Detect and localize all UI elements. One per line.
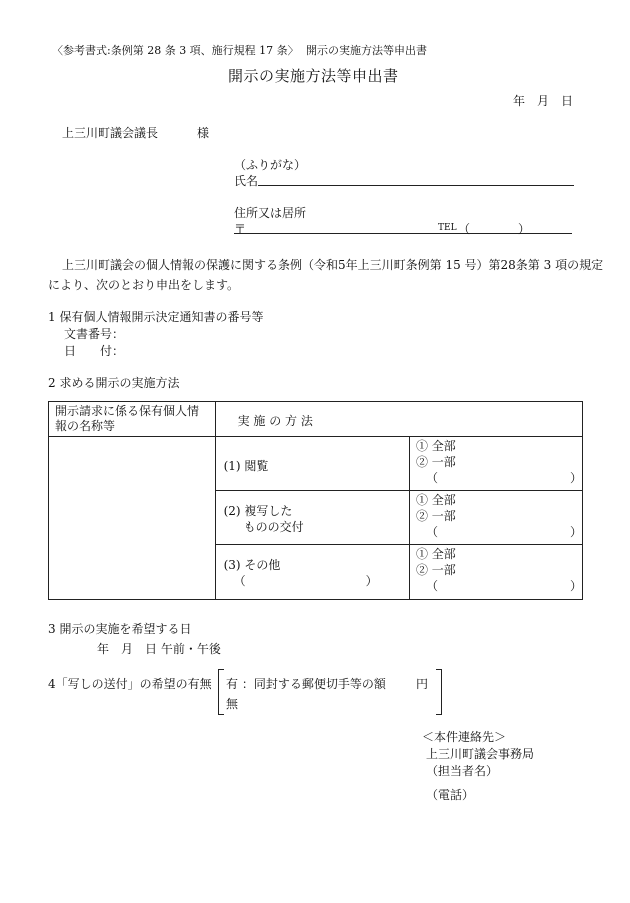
method-row-1-options[interactable] <box>409 437 582 491</box>
method-row-2-options[interactable] <box>409 491 582 545</box>
postal-mark: 〒 <box>234 222 247 236</box>
right-bracket <box>436 669 442 715</box>
table-header-right-label: 実 施 の 方 法 <box>237 414 313 428</box>
method-2-paren: （ ） <box>425 525 582 539</box>
method-row-3-label <box>215 545 409 600</box>
method-2-label-1: (2) 複写した <box>223 504 293 518</box>
contact-person: （担当者名） <box>426 764 499 778</box>
method-1-option-part[interactable]: ② 一部 <box>415 455 456 469</box>
section3-heading: 3 開示の実施を希望する日 <box>48 622 192 636</box>
method-3-option-part[interactable]: ② 一部 <box>415 563 456 577</box>
tel-parens: （ ） <box>458 222 531 236</box>
method-3-paren: （ ） <box>425 579 582 593</box>
page-title: 開示の実施方法等申出書 <box>228 67 399 85</box>
contact-label: ＜本件連絡先＞ <box>422 730 507 744</box>
body-text-line-2: により、次のとおり申出をします。 <box>48 278 240 292</box>
table-header-left <box>49 402 216 437</box>
section2-heading: 2 求める開示の実施方法 <box>48 376 180 390</box>
date-line: 年 月 日 <box>513 94 574 108</box>
reference-form-name: 開示の実施方法等申出書 <box>306 44 427 57</box>
yen-unit: 円 <box>416 677 429 691</box>
section1-heading: 1 保有個人情報開示決定通知書の番号等 <box>48 310 264 324</box>
address-label: 住所又は居所 <box>234 206 307 220</box>
send-no-line[interactable]: 無 <box>226 697 239 711</box>
table-header-left-2: 報の名称等 <box>55 419 116 433</box>
method-row-2-label <box>215 491 409 545</box>
method-3-label-3: （ ） <box>233 574 378 588</box>
contact-office: 上三川町議会事務局 <box>426 747 535 761</box>
contact-phone: （電話） <box>426 788 475 802</box>
addressee-honorific: 様 <box>197 126 210 140</box>
method-1-label: (1) 閲覧 <box>223 459 269 473</box>
left-bracket <box>218 669 224 715</box>
send-yes-line[interactable]: 有 ：同封する郵便切手等の額 <box>226 677 386 691</box>
name-label: 氏名 <box>234 174 259 188</box>
section3-date-line: 年 月 日 午前・午後 <box>97 642 221 656</box>
method-table <box>48 401 583 600</box>
method-2-option-part[interactable]: ② 一部 <box>415 509 456 523</box>
info-name-cell[interactable] <box>49 437 216 600</box>
method-1-paren: （ ） <box>425 471 582 485</box>
method-2-option-all[interactable]: ① 全部 <box>415 493 456 507</box>
section4-heading: 4「写しの送付」の希望の有無 <box>48 677 212 691</box>
furigana-label: （ふりがな） <box>234 158 307 172</box>
name-field[interactable] <box>258 185 574 186</box>
method-3-option-all[interactable]: ① 全部 <box>415 547 456 561</box>
tel-label: TEL <box>438 223 457 233</box>
body-text-line-1: 上三川町議会の個人情報の保護に関する条例（令和5年上三川町条例第 15 号）第28条第 3 項の規定 <box>62 258 604 272</box>
method-1-option-all[interactable]: ① 全部 <box>415 439 456 453</box>
addressee-name: 上三川町議会議長 <box>62 126 159 140</box>
method-row-1-label <box>215 437 409 491</box>
doc-number-label: 文書番号： <box>64 327 125 341</box>
table-header-right <box>215 402 582 437</box>
method-row-3-options[interactable] <box>409 545 582 600</box>
reference-note: 〈参考書式:条例第 28 条 3 項、施行規程 17 条〉 <box>52 44 299 57</box>
table-header-left-1: 開示請求に係る保有個人情 <box>55 404 200 418</box>
method-2-label-2: ものの交付 <box>243 520 304 534</box>
doc-date-label: 日 付： <box>64 344 125 358</box>
method-3-label-1: (3) その他 <box>223 558 281 572</box>
